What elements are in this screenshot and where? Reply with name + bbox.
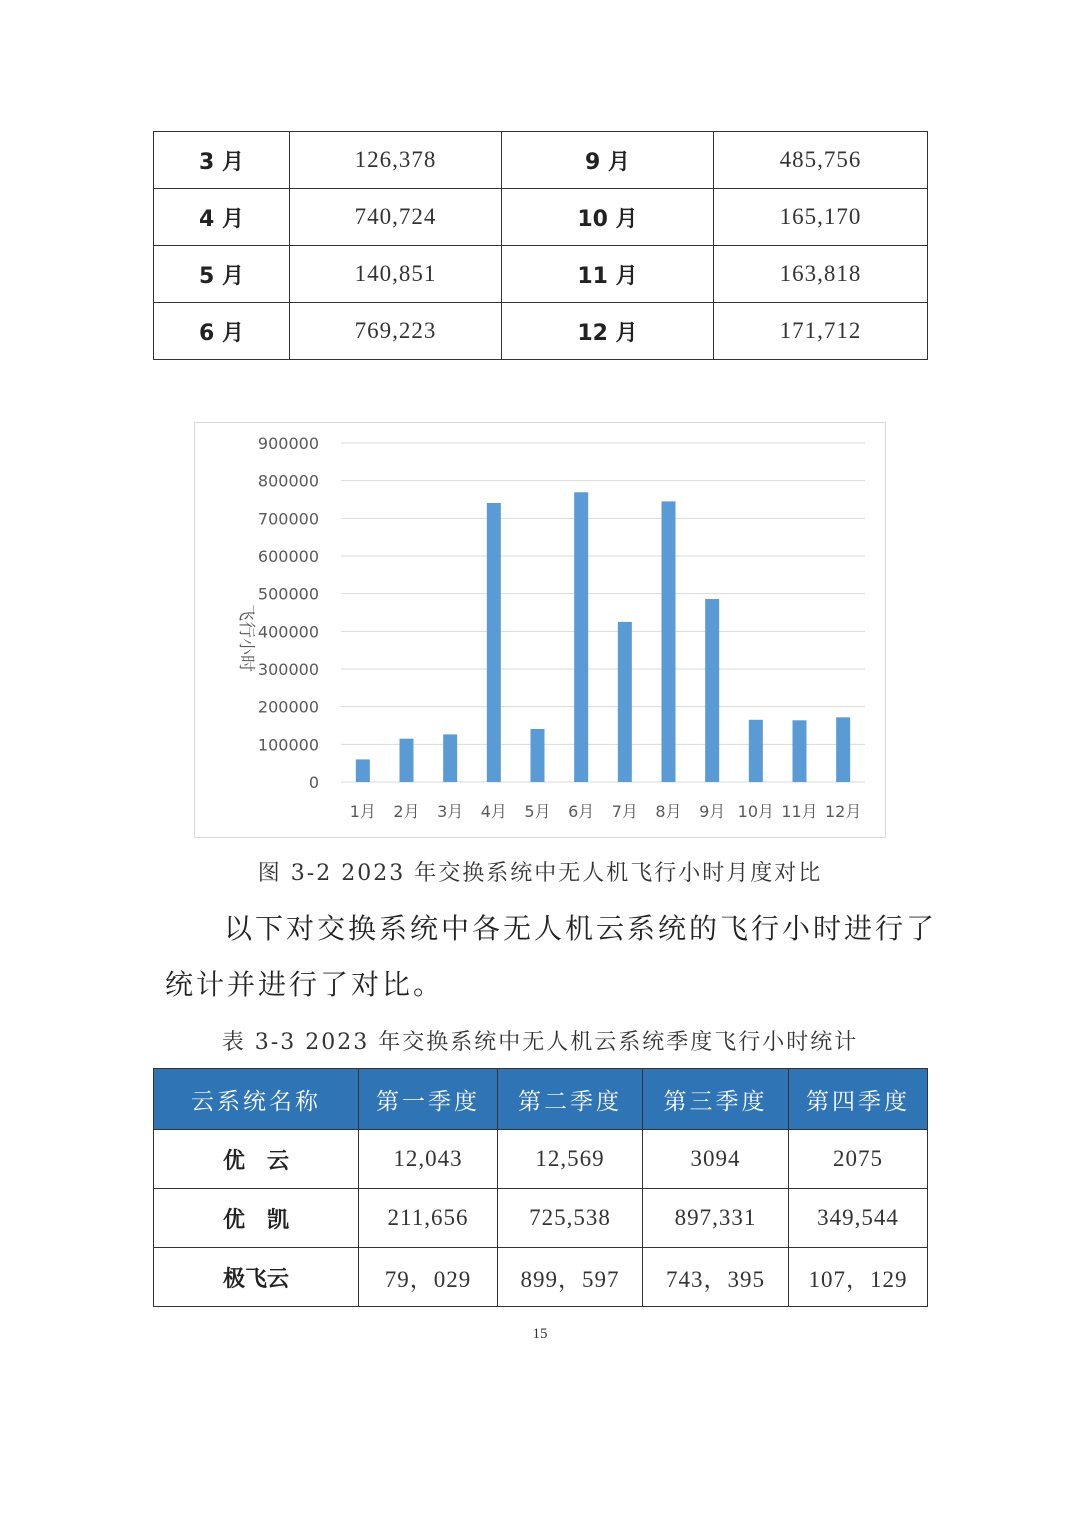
- quarter-value: 899，597: [498, 1248, 643, 1307]
- column-header: 云系统名称: [154, 1069, 359, 1130]
- y-tick-label: 900000: [257, 434, 319, 453]
- y-tick-label: 200000: [257, 697, 319, 717]
- table-header-row: [154, 1069, 928, 1130]
- table-row: [154, 132, 928, 189]
- system-name: 优 云: [154, 1130, 359, 1189]
- month-label: 12 月: [502, 303, 714, 360]
- month-value: 171,712: [714, 303, 928, 360]
- y-tick-label: 400000: [257, 622, 319, 642]
- monthly-table: [153, 131, 928, 360]
- bar: [793, 720, 807, 782]
- x-tick-label: 7月: [611, 802, 638, 821]
- month-label: 10 月: [502, 189, 714, 246]
- quarter-value: 743，395: [643, 1248, 789, 1307]
- bar: [662, 501, 676, 782]
- x-tick-label: 12月: [824, 802, 862, 821]
- quarter-value: 349,544: [789, 1189, 928, 1248]
- quarter-value: 211,656: [359, 1189, 498, 1248]
- month-label: 3 月: [154, 132, 290, 189]
- x-tick-label: 1月: [349, 802, 376, 821]
- page-number: 15: [532, 1326, 548, 1342]
- x-tick-label: 9月: [699, 802, 726, 821]
- y-tick-label: 100000: [257, 735, 319, 755]
- y-tick-label: 600000: [257, 547, 319, 566]
- bar: [531, 729, 545, 782]
- table-caption: 表 3-3 2023 年交换系统中无人机云系统季度飞行小时统计: [221, 1030, 859, 1055]
- quarter-value: 725,538: [498, 1189, 643, 1248]
- table-row: [154, 1130, 928, 1189]
- table-row: [154, 1189, 928, 1248]
- month-label: 6 月: [154, 303, 290, 360]
- x-tick-label: 4月: [480, 802, 507, 821]
- column-header: 第一季度: [359, 1069, 498, 1130]
- month-value: 163,818: [714, 246, 928, 303]
- quarter-table: [153, 1068, 928, 1307]
- x-tick-label: 6月: [568, 802, 595, 821]
- x-tick-label: 11月: [781, 802, 818, 821]
- column-header: 第二季度: [498, 1069, 643, 1130]
- quarter-value: 79，029: [359, 1248, 498, 1307]
- month-label: 11 月: [502, 246, 714, 303]
- x-tick-label: 5月: [524, 802, 551, 821]
- bar: [836, 717, 850, 782]
- bar: [705, 599, 719, 782]
- month-value: 485,756: [714, 132, 928, 189]
- quarter-value: 12,569: [498, 1130, 643, 1189]
- y-axis-label: 飞行小时: [236, 604, 256, 672]
- quarter-value: 3094: [643, 1130, 789, 1189]
- month-value: 140,851: [290, 246, 502, 303]
- y-tick-label: 0: [308, 773, 319, 792]
- x-tick-label: 3月: [437, 802, 464, 821]
- quarter-value: 897,331: [643, 1189, 789, 1248]
- x-tick-label: 8月: [655, 802, 682, 821]
- month-label: 5 月: [154, 246, 290, 303]
- quarter-value: 12,043: [359, 1130, 498, 1189]
- table-row: [154, 303, 928, 360]
- x-tick-label: 2月: [393, 802, 420, 821]
- y-tick-label: 800000: [257, 471, 319, 491]
- month-label: 4 月: [154, 189, 290, 246]
- y-tick-label: 300000: [257, 660, 319, 679]
- column-header: 第三季度: [643, 1069, 789, 1130]
- column-header: 第四季度: [789, 1069, 928, 1130]
- chart-canvas: [195, 423, 885, 837]
- paragraph-line: 统计并进行了对比。: [165, 968, 445, 1001]
- bar: [443, 734, 457, 782]
- system-name: 极飞云: [154, 1248, 359, 1307]
- paragraph-line: 以下对交换系统中各无人机云系统的飞行小时进行了: [224, 912, 938, 945]
- month-value: 769,223: [290, 303, 502, 360]
- system-name: 优 凯: [154, 1189, 359, 1248]
- month-label: 9 月: [502, 132, 714, 189]
- y-tick-label: 500000: [257, 584, 319, 604]
- month-value: 165,170: [714, 189, 928, 246]
- bar: [400, 739, 414, 782]
- month-value: 740,724: [290, 189, 502, 246]
- bar: [356, 759, 370, 782]
- x-tick-label: 10月: [737, 802, 775, 821]
- bar: [487, 503, 501, 782]
- quarter-value: 2075: [789, 1130, 928, 1189]
- table-row: [154, 189, 928, 246]
- bar: [749, 720, 763, 782]
- month-value: 126,378: [290, 132, 502, 189]
- quarter-value: 107，129: [789, 1248, 928, 1307]
- table-row: [154, 1248, 928, 1307]
- figure-caption: 图 3-2 2023 年交换系统中无人机飞行小时月度对比: [257, 861, 823, 886]
- bar-chart: [194, 422, 886, 838]
- bar: [574, 492, 588, 782]
- y-tick-label: 700000: [257, 509, 319, 529]
- bar: [618, 622, 632, 782]
- table-row: [154, 246, 928, 303]
